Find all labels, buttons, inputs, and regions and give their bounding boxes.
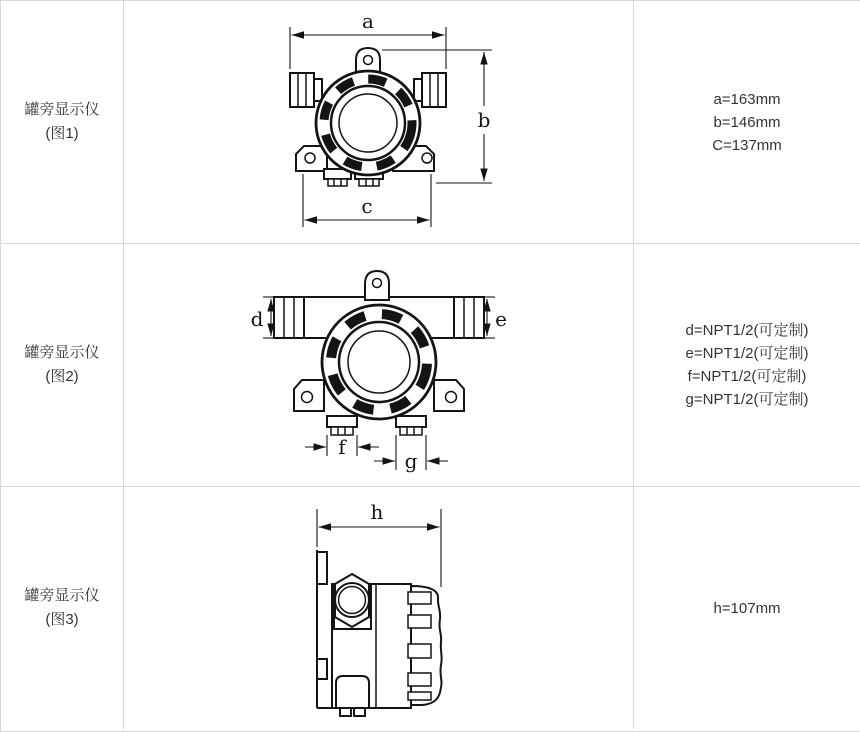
- dimension-value: a=163mm: [713, 90, 781, 108]
- technical-drawing-fig2: [124, 244, 633, 486]
- device-name: 罐旁显示仪: [24, 344, 100, 361]
- dimension-value: C=137mm: [712, 136, 782, 154]
- dim-label-d: d: [250, 307, 264, 331]
- dimension-value: g=NPT1/2(可定制): [685, 391, 809, 408]
- dimension-value: f=NPT1/2(可定制): [687, 368, 807, 385]
- dim-label-b: b: [477, 108, 491, 132]
- drawing-cell: [124, 487, 634, 729]
- dimension-value: b=146mm: [713, 113, 781, 131]
- device-label-cell: [1, 1, 124, 243]
- device-label-cell: [1, 244, 124, 486]
- device-name: 罐旁显示仪: [24, 101, 100, 118]
- dimension-value: h=107mm: [713, 599, 781, 617]
- dimension-value: e=NPT1/2(可定制): [685, 345, 809, 362]
- dimension-values-cell: [634, 487, 860, 729]
- drawing-cell: [124, 244, 634, 486]
- dim-label-e: e: [495, 307, 507, 331]
- dim-label-c: c: [361, 194, 373, 218]
- dim-label-g: g: [404, 449, 418, 473]
- device-label-cell: [1, 487, 124, 729]
- dim-label-a: a: [362, 9, 374, 33]
- device-name: 罐旁显示仪: [24, 587, 100, 604]
- dim-label-f: f: [338, 435, 346, 459]
- dimension-value: d=NPT1/2(可定制): [685, 322, 809, 339]
- dimension-values-cell: [634, 1, 860, 243]
- table-row: [1, 244, 860, 487]
- dimension-values-cell: [634, 244, 860, 486]
- figure-number: (图2): [45, 368, 79, 385]
- technical-drawing-fig1: [124, 1, 633, 243]
- table-row: [1, 487, 860, 729]
- drawing-cell: [124, 1, 634, 243]
- figure-number: (图3): [45, 611, 79, 628]
- table-row: [1, 1, 860, 244]
- figure-number: (图1): [45, 125, 79, 142]
- technical-drawing-fig3: [124, 487, 633, 729]
- dim-label-h: h: [370, 500, 384, 524]
